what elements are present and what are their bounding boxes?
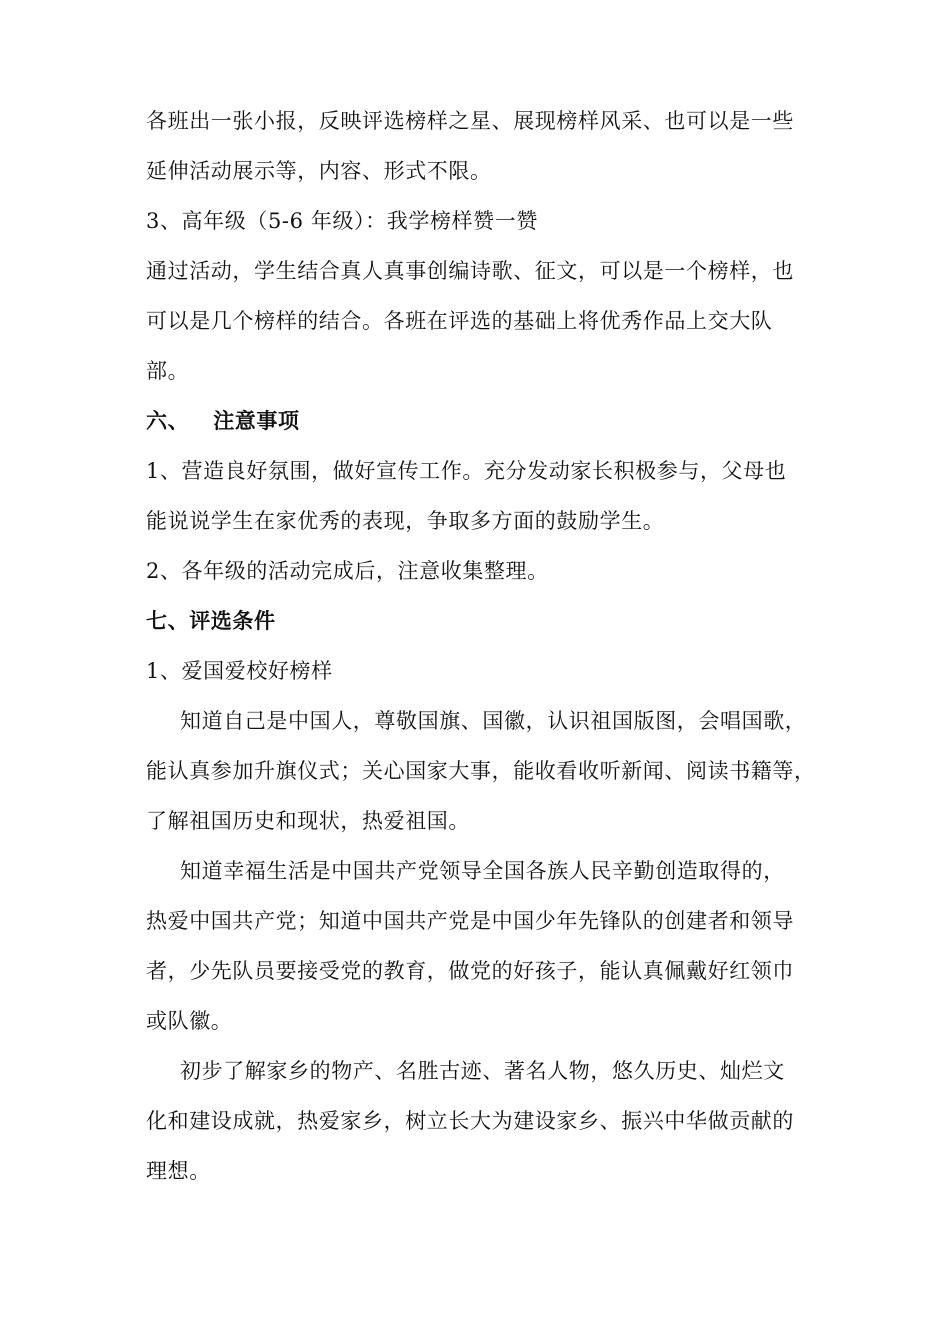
paragraph-line: 者，少先队员要接受党的教育，做党的好孩子，能认真佩戴好红领巾: [146, 959, 794, 983]
paragraph-line: 理想。: [146, 1159, 211, 1183]
section-number: 六、: [146, 409, 190, 433]
paragraph-line: 化和建设成就，热爱家乡，树立长大为建设家乡、振兴中华做贡献的: [146, 1109, 794, 1133]
paragraph-line: 部。: [146, 359, 190, 383]
paragraph-line: 通过活动，学生结合真人真事创编诗歌、征文，可以是一个榜样，也: [146, 259, 794, 283]
section-heading-criteria: 七、评选条件: [146, 609, 276, 633]
document-body: [146, 96, 821, 1196]
paragraph-line: 了解祖国历史和现状，热爱祖国。: [146, 809, 470, 833]
sub-heading: 1、爱国爱校好榜样: [146, 659, 333, 683]
paragraph-line: 或队徽。: [146, 1009, 233, 1033]
paragraph-line: 3、高年级（5-6 年级）：我学榜样赞一赞: [146, 209, 538, 233]
paragraph-line: 热爱中国共产党；知道中国共产党是中国少年先锋队的创建者和领导: [146, 909, 794, 933]
paragraph-line: 初步了解家乡的物产、名胜古迹、著名人物，悠久历史、灿烂文: [180, 1059, 785, 1083]
paragraph-line: 能认真参加升旗仪式；关心国家大事，能收看收听新闻、阅读书籍等，: [146, 759, 816, 783]
section-heading-precautions: [146, 396, 821, 446]
paragraph-line: 1、营造良好氛围，做好宣传工作。充分发动家长积极参与，父母也: [146, 459, 787, 483]
paragraph-line: 可以是几个榜样的结合。各班在评选的基础上将优秀作品上交大队: [146, 309, 773, 333]
paragraph-line: 延伸活动展示等，内容、形式不限。: [146, 159, 492, 183]
paragraph-line: 知道幸福生活是中国共产党领导全国各族人民辛勤创造取得的，: [180, 859, 785, 883]
paragraph-line: 2、各年级的活动完成后，注意收集整理。: [146, 559, 549, 583]
section-title: 注意事项: [213, 409, 300, 433]
paragraph-line: 能说说学生在家优秀的表现，争取多方面的鼓励学生。: [146, 509, 665, 533]
paragraph-line: 知道自己是中国人，尊敬国旗、国徽，认识祖国版图，会唱国歌，: [180, 709, 807, 733]
paragraph-line: 各班出一张小报，反映评选榜样之星、展现榜样风采、也可以是一些: [146, 109, 794, 133]
